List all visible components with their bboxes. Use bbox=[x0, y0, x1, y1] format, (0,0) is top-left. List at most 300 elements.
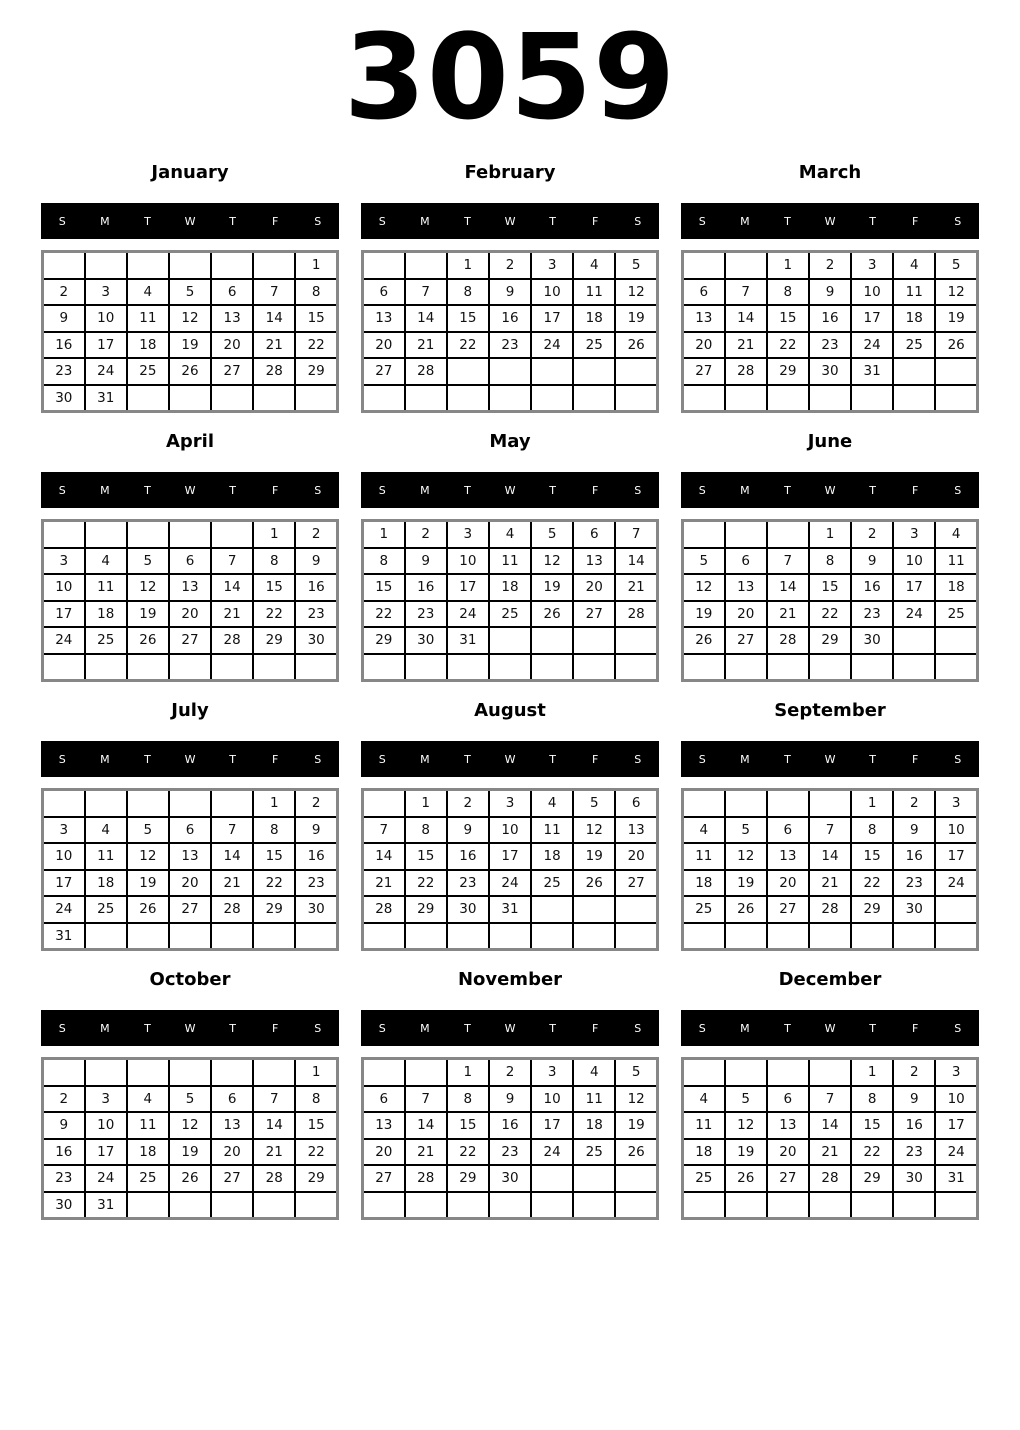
day-cell: 23 bbox=[405, 601, 447, 628]
weekday-label: M bbox=[420, 1021, 430, 1035]
day-cell: 26 bbox=[573, 870, 615, 897]
day-cell: 29 bbox=[295, 358, 337, 385]
day-cell: 28 bbox=[363, 896, 405, 923]
calendar-table bbox=[681, 519, 979, 682]
month-block bbox=[361, 700, 659, 951]
day-cell: 3 bbox=[43, 817, 85, 844]
day-cell: 2 bbox=[489, 252, 531, 279]
weekday-label: T bbox=[869, 752, 876, 766]
day-cell: 27 bbox=[211, 358, 253, 385]
day-cell: 7 bbox=[725, 279, 767, 306]
month-block bbox=[361, 431, 659, 682]
day-cell: 1 bbox=[851, 1059, 893, 1086]
weekday-label: S bbox=[954, 214, 962, 228]
day-cell: 2 bbox=[851, 521, 893, 548]
day-cell: 12 bbox=[725, 843, 767, 870]
day-cell: 4 bbox=[935, 521, 977, 548]
weekday-label: S bbox=[698, 1021, 706, 1035]
day-cell: 11 bbox=[935, 548, 977, 575]
day-cell: 24 bbox=[531, 332, 573, 359]
day-cell: 1 bbox=[363, 521, 405, 548]
day-cell bbox=[531, 654, 573, 681]
day-cell: 3 bbox=[935, 1059, 977, 1086]
week-row bbox=[363, 252, 658, 279]
day-cell: 29 bbox=[405, 896, 447, 923]
day-cell: 14 bbox=[809, 843, 851, 870]
day-cell: 27 bbox=[767, 1165, 809, 1192]
day-cell bbox=[935, 627, 977, 654]
day-cell: 15 bbox=[851, 1112, 893, 1139]
day-cell: 7 bbox=[767, 548, 809, 575]
day-cell bbox=[447, 358, 489, 385]
day-cell bbox=[211, 1192, 253, 1219]
day-cell bbox=[767, 385, 809, 412]
day-cell bbox=[295, 1192, 337, 1219]
day-cell: 28 bbox=[809, 896, 851, 923]
day-cell: 23 bbox=[851, 601, 893, 628]
weekday-label: S bbox=[58, 1021, 66, 1035]
day-cell: 10 bbox=[447, 548, 489, 575]
day-cell: 31 bbox=[447, 627, 489, 654]
week-row bbox=[43, 654, 338, 681]
day-cell: 14 bbox=[405, 305, 447, 332]
day-cell: 22 bbox=[767, 332, 809, 359]
day-cell bbox=[767, 1059, 809, 1086]
weekday-header-bar bbox=[361, 203, 659, 239]
day-cell: 24 bbox=[85, 1165, 127, 1192]
day-cell: 24 bbox=[85, 358, 127, 385]
day-cell: 15 bbox=[405, 843, 447, 870]
day-cell: 21 bbox=[809, 870, 851, 897]
day-cell: 29 bbox=[851, 1165, 893, 1192]
day-cell: 18 bbox=[683, 1139, 725, 1166]
week-row bbox=[363, 1192, 658, 1219]
day-cell: 5 bbox=[169, 279, 211, 306]
week-row bbox=[683, 1192, 978, 1219]
day-cell: 10 bbox=[43, 843, 85, 870]
day-cell: 11 bbox=[127, 305, 169, 332]
day-cell: 12 bbox=[725, 1112, 767, 1139]
week-row bbox=[683, 601, 978, 628]
day-cell bbox=[363, 252, 405, 279]
day-cell: 26 bbox=[531, 601, 573, 628]
day-cell bbox=[169, 790, 211, 817]
day-cell bbox=[127, 654, 169, 681]
day-cell: 20 bbox=[767, 1139, 809, 1166]
day-cell: 30 bbox=[295, 627, 337, 654]
day-cell bbox=[573, 358, 615, 385]
day-cell: 3 bbox=[447, 521, 489, 548]
day-cell bbox=[615, 1165, 657, 1192]
weekday-label: S bbox=[634, 752, 642, 766]
day-cell: 26 bbox=[615, 332, 657, 359]
day-cell bbox=[683, 1059, 725, 1086]
week-row bbox=[363, 601, 658, 628]
day-cell: 28 bbox=[767, 627, 809, 654]
week-row bbox=[683, 870, 978, 897]
day-cell: 16 bbox=[489, 1112, 531, 1139]
day-cell: 2 bbox=[489, 1059, 531, 1086]
week-row bbox=[683, 279, 978, 306]
weekday-label: T bbox=[464, 214, 471, 228]
week-row bbox=[43, 896, 338, 923]
calendar-table bbox=[41, 250, 339, 413]
day-cell: 28 bbox=[809, 1165, 851, 1192]
day-cell: 27 bbox=[573, 601, 615, 628]
weekday-label: S bbox=[698, 214, 706, 228]
weekday-label: T bbox=[464, 752, 471, 766]
day-cell: 9 bbox=[295, 548, 337, 575]
week-row bbox=[43, 574, 338, 601]
day-cell: 15 bbox=[295, 1112, 337, 1139]
day-cell: 13 bbox=[363, 1112, 405, 1139]
day-cell: 22 bbox=[363, 601, 405, 628]
day-cell: 20 bbox=[169, 870, 211, 897]
day-cell: 6 bbox=[363, 1086, 405, 1113]
month-title: September bbox=[774, 700, 886, 721]
day-cell: 12 bbox=[169, 305, 211, 332]
month-block bbox=[361, 162, 659, 413]
weekday-label: S bbox=[378, 752, 386, 766]
calendar-table bbox=[681, 1057, 979, 1220]
day-cell bbox=[935, 385, 977, 412]
weekday-label: S bbox=[634, 214, 642, 228]
day-cell: 12 bbox=[573, 817, 615, 844]
day-cell: 2 bbox=[809, 252, 851, 279]
day-cell: 23 bbox=[295, 601, 337, 628]
day-cell bbox=[405, 385, 447, 412]
week-row bbox=[363, 332, 658, 359]
day-cell bbox=[531, 385, 573, 412]
day-cell: 2 bbox=[43, 1086, 85, 1113]
day-cell: 12 bbox=[683, 574, 725, 601]
month-block bbox=[41, 969, 339, 1220]
week-row bbox=[683, 252, 978, 279]
weekday-label: T bbox=[229, 1021, 236, 1035]
weekday-label: W bbox=[184, 214, 196, 228]
day-cell bbox=[253, 1192, 295, 1219]
day-cell: 9 bbox=[447, 817, 489, 844]
day-cell: 17 bbox=[893, 574, 935, 601]
day-cell bbox=[169, 521, 211, 548]
month-title: February bbox=[464, 162, 556, 183]
week-row bbox=[363, 1112, 658, 1139]
day-cell: 12 bbox=[127, 574, 169, 601]
day-cell: 8 bbox=[851, 1086, 893, 1113]
day-cell: 24 bbox=[43, 627, 85, 654]
day-cell: 6 bbox=[573, 521, 615, 548]
weekday-label: M bbox=[420, 483, 430, 497]
weekday-label: S bbox=[698, 483, 706, 497]
day-cell: 8 bbox=[405, 817, 447, 844]
day-cell: 28 bbox=[211, 896, 253, 923]
weekday-label: T bbox=[549, 214, 556, 228]
day-cell: 6 bbox=[683, 279, 725, 306]
month-title: March bbox=[798, 162, 862, 183]
weekday-label: T bbox=[784, 752, 791, 766]
day-cell: 7 bbox=[253, 279, 295, 306]
day-cell: 8 bbox=[295, 1086, 337, 1113]
day-cell: 12 bbox=[615, 1086, 657, 1113]
day-cell bbox=[295, 654, 337, 681]
day-cell: 16 bbox=[43, 332, 85, 359]
month-title: June bbox=[807, 431, 853, 452]
day-cell: 11 bbox=[85, 843, 127, 870]
day-cell: 23 bbox=[43, 358, 85, 385]
month-block bbox=[681, 969, 979, 1220]
week-row bbox=[43, 923, 338, 950]
day-cell: 28 bbox=[615, 601, 657, 628]
day-cell: 5 bbox=[683, 548, 725, 575]
day-cell: 18 bbox=[935, 574, 977, 601]
week-row bbox=[683, 627, 978, 654]
day-cell: 30 bbox=[893, 896, 935, 923]
day-cell: 5 bbox=[725, 1086, 767, 1113]
day-cell: 17 bbox=[43, 870, 85, 897]
week-row bbox=[683, 1086, 978, 1113]
weekday-label: T bbox=[229, 483, 236, 497]
day-cell: 6 bbox=[725, 548, 767, 575]
weekday-label: W bbox=[184, 752, 196, 766]
weekday-label: T bbox=[464, 483, 471, 497]
week-row bbox=[683, 1112, 978, 1139]
day-cell: 3 bbox=[935, 790, 977, 817]
day-cell bbox=[363, 1059, 405, 1086]
week-row bbox=[43, 1165, 338, 1192]
day-cell: 27 bbox=[725, 627, 767, 654]
weekday-header-bar bbox=[361, 741, 659, 777]
weekday-label: M bbox=[420, 752, 430, 766]
day-cell bbox=[169, 385, 211, 412]
day-cell: 30 bbox=[43, 1192, 85, 1219]
week-row bbox=[43, 521, 338, 548]
day-cell: 15 bbox=[363, 574, 405, 601]
day-cell: 26 bbox=[169, 358, 211, 385]
day-cell bbox=[43, 521, 85, 548]
day-cell: 13 bbox=[211, 305, 253, 332]
week-row bbox=[43, 817, 338, 844]
day-cell: 27 bbox=[211, 1165, 253, 1192]
day-cell: 15 bbox=[447, 1112, 489, 1139]
day-cell: 8 bbox=[809, 548, 851, 575]
day-cell: 18 bbox=[85, 870, 127, 897]
weekday-label: T bbox=[144, 214, 151, 228]
day-cell bbox=[405, 923, 447, 950]
day-cell: 9 bbox=[489, 279, 531, 306]
day-cell bbox=[253, 923, 295, 950]
day-cell bbox=[573, 1165, 615, 1192]
day-cell: 23 bbox=[893, 870, 935, 897]
weekday-label: M bbox=[740, 483, 750, 497]
day-cell: 15 bbox=[851, 843, 893, 870]
day-cell: 28 bbox=[405, 358, 447, 385]
day-cell bbox=[363, 654, 405, 681]
day-cell: 9 bbox=[809, 279, 851, 306]
day-cell: 19 bbox=[615, 1112, 657, 1139]
week-row bbox=[363, 896, 658, 923]
day-cell: 25 bbox=[127, 1165, 169, 1192]
day-cell bbox=[809, 790, 851, 817]
day-cell: 13 bbox=[683, 305, 725, 332]
day-cell bbox=[253, 654, 295, 681]
day-cell: 1 bbox=[253, 521, 295, 548]
day-cell bbox=[363, 923, 405, 950]
day-cell: 11 bbox=[127, 1112, 169, 1139]
week-row bbox=[683, 574, 978, 601]
day-cell: 12 bbox=[935, 279, 977, 306]
day-cell: 25 bbox=[531, 870, 573, 897]
day-cell: 15 bbox=[767, 305, 809, 332]
day-cell: 27 bbox=[363, 1165, 405, 1192]
week-row bbox=[363, 1165, 658, 1192]
day-cell bbox=[935, 923, 977, 950]
day-cell bbox=[851, 385, 893, 412]
day-cell bbox=[169, 923, 211, 950]
week-row bbox=[363, 870, 658, 897]
weekday-header-bar bbox=[681, 741, 979, 777]
day-cell: 18 bbox=[573, 305, 615, 332]
day-cell: 5 bbox=[127, 548, 169, 575]
week-row bbox=[363, 1086, 658, 1113]
day-cell bbox=[531, 1165, 573, 1192]
month-title: July bbox=[171, 700, 209, 721]
day-cell: 15 bbox=[447, 305, 489, 332]
day-cell: 18 bbox=[683, 870, 725, 897]
day-cell: 24 bbox=[893, 601, 935, 628]
day-cell bbox=[169, 252, 211, 279]
day-cell bbox=[447, 923, 489, 950]
day-cell: 6 bbox=[169, 548, 211, 575]
day-cell: 28 bbox=[405, 1165, 447, 1192]
day-cell: 16 bbox=[893, 1112, 935, 1139]
day-cell bbox=[85, 790, 127, 817]
day-cell: 6 bbox=[615, 790, 657, 817]
day-cell: 9 bbox=[43, 1112, 85, 1139]
day-cell: 29 bbox=[295, 1165, 337, 1192]
day-cell bbox=[767, 790, 809, 817]
day-cell bbox=[489, 654, 531, 681]
day-cell: 14 bbox=[211, 843, 253, 870]
week-row bbox=[363, 279, 658, 306]
day-cell: 31 bbox=[935, 1165, 977, 1192]
day-cell bbox=[43, 790, 85, 817]
day-cell: 6 bbox=[767, 817, 809, 844]
day-cell bbox=[489, 385, 531, 412]
day-cell: 17 bbox=[447, 574, 489, 601]
day-cell: 30 bbox=[489, 1165, 531, 1192]
day-cell: 14 bbox=[405, 1112, 447, 1139]
day-cell: 24 bbox=[935, 1139, 977, 1166]
day-cell: 21 bbox=[405, 1139, 447, 1166]
day-cell: 19 bbox=[127, 870, 169, 897]
day-cell: 4 bbox=[127, 1086, 169, 1113]
day-cell bbox=[211, 790, 253, 817]
day-cell: 4 bbox=[127, 279, 169, 306]
day-cell bbox=[767, 521, 809, 548]
weekday-label: W bbox=[504, 1021, 516, 1035]
day-cell bbox=[169, 1059, 211, 1086]
day-cell: 24 bbox=[447, 601, 489, 628]
month-title: November bbox=[457, 969, 563, 990]
day-cell: 26 bbox=[683, 627, 725, 654]
weekday-label: F bbox=[272, 1021, 279, 1035]
weekday-label: S bbox=[954, 752, 962, 766]
day-cell: 15 bbox=[809, 574, 851, 601]
day-cell: 24 bbox=[935, 870, 977, 897]
day-cell bbox=[447, 385, 489, 412]
weekday-header-bar bbox=[681, 472, 979, 508]
day-cell bbox=[725, 654, 767, 681]
week-row bbox=[43, 1112, 338, 1139]
day-cell: 15 bbox=[253, 574, 295, 601]
day-cell: 19 bbox=[169, 332, 211, 359]
day-cell: 31 bbox=[489, 896, 531, 923]
day-cell: 17 bbox=[531, 1112, 573, 1139]
day-cell: 10 bbox=[935, 817, 977, 844]
day-cell: 2 bbox=[295, 790, 337, 817]
day-cell bbox=[211, 1059, 253, 1086]
day-cell: 1 bbox=[295, 1059, 337, 1086]
day-cell: 9 bbox=[295, 817, 337, 844]
day-cell bbox=[405, 654, 447, 681]
day-cell: 7 bbox=[405, 279, 447, 306]
day-cell: 5 bbox=[169, 1086, 211, 1113]
weekday-label: T bbox=[229, 214, 236, 228]
week-row bbox=[43, 1192, 338, 1219]
day-cell: 18 bbox=[531, 843, 573, 870]
day-cell: 3 bbox=[85, 279, 127, 306]
day-cell: 1 bbox=[447, 1059, 489, 1086]
day-cell bbox=[725, 1059, 767, 1086]
day-cell bbox=[683, 385, 725, 412]
day-cell: 2 bbox=[893, 790, 935, 817]
day-cell: 19 bbox=[573, 843, 615, 870]
day-cell: 5 bbox=[531, 521, 573, 548]
day-cell: 30 bbox=[405, 627, 447, 654]
day-cell bbox=[211, 252, 253, 279]
week-row bbox=[363, 358, 658, 385]
year-title: 3059 bbox=[343, 8, 677, 146]
calendar-table bbox=[41, 788, 339, 951]
day-cell: 27 bbox=[363, 358, 405, 385]
day-cell: 22 bbox=[253, 601, 295, 628]
day-cell bbox=[809, 1192, 851, 1219]
week-row bbox=[43, 1139, 338, 1166]
day-cell: 20 bbox=[725, 601, 767, 628]
weekday-label: F bbox=[272, 752, 279, 766]
day-cell bbox=[809, 385, 851, 412]
day-cell: 20 bbox=[615, 843, 657, 870]
week-row bbox=[43, 279, 338, 306]
month-block bbox=[41, 162, 339, 413]
day-cell: 18 bbox=[489, 574, 531, 601]
day-cell bbox=[809, 654, 851, 681]
weekday-label: T bbox=[784, 483, 791, 497]
day-cell: 10 bbox=[851, 279, 893, 306]
day-cell bbox=[43, 1059, 85, 1086]
day-cell: 20 bbox=[573, 574, 615, 601]
day-cell bbox=[127, 923, 169, 950]
day-cell bbox=[935, 358, 977, 385]
day-cell bbox=[893, 923, 935, 950]
day-cell: 24 bbox=[851, 332, 893, 359]
weekday-label: T bbox=[229, 752, 236, 766]
day-cell: 30 bbox=[295, 896, 337, 923]
weekday-label: S bbox=[314, 752, 322, 766]
day-cell: 29 bbox=[767, 358, 809, 385]
weekday-label: S bbox=[634, 483, 642, 497]
day-cell: 4 bbox=[683, 817, 725, 844]
